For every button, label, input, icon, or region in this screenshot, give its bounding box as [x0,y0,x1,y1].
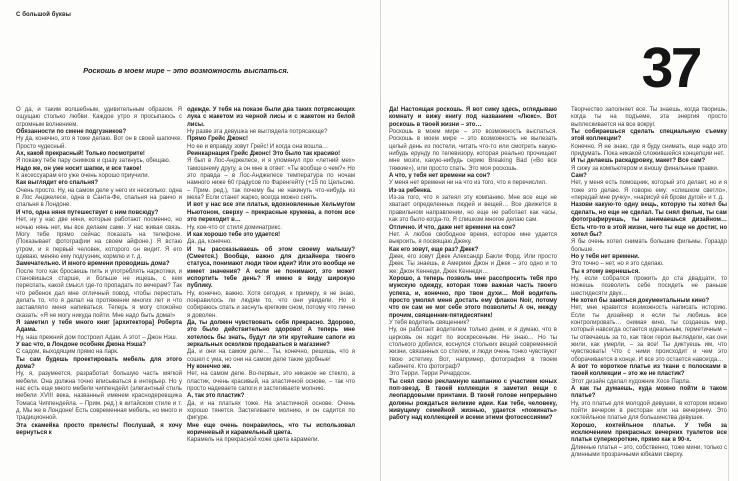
interviewee-answer: Нет, у меня есть помощник, который это делает, но и я тоже это делаю. Я говорю ему: «слишком светло», «передай мне ручку», «нарисуй ей брови дугой» и т. д. [571,180,727,202]
text-column-3 [389,107,557,423]
interviewer-question: Да! Настоящая роскошь. Я вот сижу здесь, оглядываю комнату и вижу книгу под названием «Люкс». Вот роскошь в твоей жизни – это… [389,107,557,128]
interviewee-answer: Ну, я, разумеется, разработал большую часть мягкой мебели. Она должна точно вписываться в интерьер. Но у нас есть еще много мебели чиппендейл (элегантный стиль мебели XVIII века, названный именем краснодеревщика Томаса Чиппендейла. – Прим. ред.) в китайском стиле и т. д. Мы же в Лондоне! Есть современная мебель, но много и традиционной. [16,371,182,422]
text-column-1 [16,107,182,437]
interviewee-answer: Ну да, конечно, это я тоже делаю. Вот он в своей шапочке. Просто чудесный. [16,136,182,150]
interviewer-question: Ты к этому вернешься. [571,268,640,275]
text-column-2 [187,107,355,445]
interviewee-answer: У меня нет времени ни на что из того, что я перечислил. [389,180,547,187]
interviewer-question: И ты рассказываешь об этом своему малышу? (Смеется.) Вообще, важно для дизайнера твоего статуса, понимают люди твои идеи? Или это вообще не имеет значения? А если не понимают, это может испортить тебе день? Я имею в виду широкую публику. [187,246,355,290]
interviewer-question: Как выглядит его спальня? [16,180,98,187]
interviewee-answer: У тебя водитель священник? [389,319,470,326]
interviewer-question: Ты собираешься сделать специальную съемку этой коллекции? [571,129,727,143]
interviewee-answer: О да, и таким волшебным, удивительным образом. Я ощущаю столько любви. Каждое утро я просыпаюсь с огромным волнением. [16,107,182,128]
interviewee-answer: Из-за того, что я затеял эту компанию. Мне все еще не хватает определенных людей и вещей… Все движется в правильном направлении, но еще не работает как часы, как это было когда-то. Я слишком многое делаю сам. [389,195,557,224]
interviewee-answer: Роскошь в моем мире – это возможность выспаться. Роскошь в моем мире – это возможность не вылезать целый день из постели, читать что-то или смотреть какую-нибудь ерунду по телевизору, которая реально прочищает мне мозги, какую-нибудь серию Breaking Bad («Во все тяжкие»), или просто спать. Это моя роскошь. [389,129,557,172]
interviewee-answer: Я покажу тебе пару снимков и сразу заткнусь, обещаю. [16,158,171,165]
interviewee-answer: Да, и на платьях тоже. На эластичной основе. Очень хорошо тянется. Застегиваете молнию, и он садится по фигуре. [187,400,355,422]
interviewer-question: Ты снял свою рекламную кампанию с участием юных поп-звезд. В твоей коллекции я заметил вещи с леопардовыми принтами. В твоей голове непрерывно должны рождаться великие идеи. Как тебе, человеку, живущему семейной жизнью, удается «пожинать» работу над коллекцией и всеми этими фотосессиями? [389,378,557,422]
interviewer-question: Да, ты должен чувствовать себя прекрасно. Здорово, это было действительно здорово! А теперь мне хотелось бы знать, будут ли эти крутейшие сапоги из зеркальных осколков продаваться в магазине? [187,319,355,348]
interviewee-answer: Я сижу за компьютером и вношу финальные правки. [571,165,719,172]
interviewer-question: Не хотел бы заняться документальным кино? [571,297,710,304]
interviewee-answer: Карамель на прекрасной коже цвета карамели. [187,437,320,444]
interviewer-question: Эта скамейка просто прелесть! Послушай, я хочу вернуться к [16,422,182,437]
section-rubric: С большой буквы [16,12,72,18]
interviewer-question: Ну конечно же. [187,364,232,371]
interviewer-question: Сам? [571,173,587,180]
interviewer-question: Реинкарнация Грейс Джонс! Это было так красиво! [187,151,341,158]
interviewer-question: Как его зовут, еще раз? Джек? [389,246,479,253]
interviewee-answer: Ну, он работает водителем только днем, и я думаю, что в церковь он ходит по воскресеньям. Не знаю… Но ты столького добился, коснулся стольких вещей современной жизни, связанных со стилем, и люди очень тонко чувствуют твою эстетику. Вот, например, фотография в твоем кабинете. Кто фотограф? [389,327,557,371]
interviewee-answer: С садом, выходящим прямо на парк. [16,349,119,356]
interviewer-question: А как ты думаешь, куда можно пойти в таком платье? [571,386,727,400]
interviewer-question: Но у тебя нет времени. [571,253,640,260]
interviewer-question: Надо же, он уже носит шапки, и все такое! [16,165,142,172]
interviewee-answer: Ну, это платье для молодой девушки, в котором можно пойти вечером в ресторан или на вечеринку. Это коктейльное платье для большинства девушек. [571,400,727,422]
interviewer-question: Мне еще очень понравилось, что ты использовал коричневый и карамельный цвета. [187,422,355,437]
interviewer-question: И ты делаешь раскадровку, макет? Все сам? [571,158,706,165]
interviewer-question: А что, у тебя нет времени на сон? [389,173,491,180]
interviewee-answer: Конечно. Я не знаю, где я буду снимать, еще надо это придумать. Пока никакой сложившейся концепции нет. [571,143,727,158]
interviewer-question: Хорошо, а теперь позволь мне расспросить тебя про мужскую одежду, которая тоже важная часть твоего успеха, и, конечно, про твои духи… Мой водитель просто умолял меня достать ему флакон Noir, потому что он сам не мог себе этого позволить! А он, между прочим, священник-пятидесятник! [389,275,557,319]
interviewer-question: Назови какую-то одну вещь, которую ты хотел бы сделать, но еще не сделал. Ты снял фильм, ты сам фотографируешь, ты занимаешься дизайном… Есть что-то в этой жизни, чего ты еще не достиг, но хотел бы? [571,202,727,238]
interviewee-answer: Очень просто. Ну, на самом деле у него их несколько: одна в Лос Анджелесе, одна в Санта-Фе, спальня на ранчо и спальня в Лондоне. [16,187,182,209]
text-column-4 [571,107,727,460]
interviewer-question: А, так это пластик? [187,393,245,400]
interviewee-answer: Да, и они на самом деле… Ты, конечно, решишь, что я сошел с ума, но они на самом деле такие удобные! [187,349,355,363]
interviewee-answer: Я был в Лос-Анджелесе, и я упомянул про «летний мех» тамошнему другу, а он мне в ответ: «Ты вообще о чем?» Но это правда – в Лос-Анджелесе температура по ночам намного ниже 60 градусов по Фаренгейту (+15 по Цельсию. – Прим. ред.), так почему бы не накинуть что-нибудь из меха? Если станет жарко, всегда можно снять. [187,158,355,202]
page-edge-divider [728,0,729,481]
interviewee-answer: Этот дизайн сделал художник Хосе Парла. [571,378,691,385]
interviewee-answer: Ну, кое-что от стиля доминатрикс. [187,224,283,231]
page-number: 37 [641,36,700,100]
interviewee-answer: Но ее и вправду зовут Грейс! И когда она вошла… [187,143,329,150]
interviewer-question: Из-за ребенка. [389,187,432,194]
interviewee-answer: Творчество заполняет все. Ты знаешь, когда творишь, когда ты на подъеме, эта энергия просто выплескивается на все вокруг. [571,107,727,128]
interviewee-answer: Это Терри. Терри Ричардсон. [389,371,472,378]
interviewee-answer: Нет. А любое свободное время, которое мне удается выкроить, я посвящаю Джеку. [389,231,557,246]
interviewee-answer: Я бы очень хотел снимать большие фильмы. Гораздо больше. [571,239,727,253]
interviewer-question: Обязанности по смене подгузников? [16,129,127,136]
interviewer-question: Хорошо, коктейльное платье. У тебя за исключением прекрасных вечерних туалетов все платья суперкороткие, прямо как в 90-х. [571,422,727,444]
interviewer-question: И вот у нас все эти платья, вдохновленные Хельмутом Ньютоном, сверху – прекрасные кружева, а потом все это переходит в… [187,202,355,224]
interviewee-answer: Ну, если собрался прожить до ста двадцати, то можешь позволить себе посидеть не раньше шестидесяти двух… [571,275,727,297]
interviewer-question: одежде. У тебя на показе были два таких потрясающих лука с жакетом из черной лисы и с жакетом из белой лисы. [187,107,355,128]
interviewee-answer: Джек, его зовут Джек Александр Бакли Форд. Или просто Джек. Ты знаешь, в Америке Джон и Джек – это одно и то же: Джон Кеннеди, Джек Кеннеди… [389,253,557,275]
interviewee-answer: После того как бросаешь пить и употреблять наркотики, и становишься старше, и больше не ищешь, с кем переспать, какой смысл где-то пропадать по вечерам? Так что ребенок дал мне отличный повод, чтобы перестать делать то, что я делал на протяжении многих лет и что заставляло меня напиваться. Теперь я могу спокойно сказать: «Я не могу никуда пойти. Мне надо быть дома!» [16,268,182,319]
interviewee-answer: Ну, наш прежний дом построил Адам. А этот – Джон Нэш. [16,334,178,341]
interviewee-answer: Ну разве эта девушка не выглядела потрясающе? [187,129,328,136]
pull-quote-headline: Роскошь в моем мире – это возможность выспаться. [83,66,289,75]
interviewer-question: Ах, какой прекрасный! Только посмотрите! [16,151,145,158]
interviewee-answer: Длинные платья – это, собственно, тоже мини, только с длинными прозрачными юбками сверху. [571,444,727,459]
interviewer-question: А вот то короткое платье из ткани с полосками в твоей коллекции – это же не пластик? [571,364,727,378]
interviewee-answer: Ну, конечно, важно. Хотя сегодня, к примеру, я не знаю, понравилось ли людям то, что они увидели. Но я собираюсь спать и заснуть крепким сном, потому что лично я доволен. [187,290,355,319]
interviewer-question: И как хорошо тебе это удается! [187,231,281,238]
interviewer-question: Замечательно. И много времени проводишь дома? [16,261,170,268]
interviewee-answer: Нет, ну у нас две няни, которые работают посменно, но ночью нянь нет, мы все делаем сами. У нас живая связь. Могу тебе прямо сейчас показать на телефоне. (Показывает фотографии на своем айфоне.) Я встаю утром, и я первый человек, которого он видит. Я его одеваю, меняю ему подгузник, кормлю и т. д. [16,217,182,260]
interviewee-answer: Да, да, конечно. [187,239,232,246]
interviewer-question: Ты сам будешь проектировать мебель для этого дома? [16,356,182,371]
interviewee-answer: Нет, мне нравится возможность написать историю. Если ты дизайнер и если ты любишь все контролировать… снимая кино, ты создаешь мир, который навсегда остается идеальным, герметичным – ты отвечаешь за то, как твои герои выглядели, как они жили, как умерли, – за все! Ты диктуешь им, что чувствовать! Что с ними происходит и чем это оборачивается в конце. И все это остается навсегда… [571,305,727,363]
interviewer-question: Я заметил у тебя много книг [архитектора] Роберта Адама. [16,319,182,334]
interviewer-question: Отлично. И что, даже нет времени на сон? [389,224,516,231]
interviewer-question: Прямо Грейс Джонс! [187,136,248,143]
interviewer-question: И что, одна няня путешествует с ним повсюду? [16,209,159,216]
page-gutter-divider [380,0,381,481]
interviewee-answer: Нет, на самом деле. Во-первых, это никакое не стекло, а пластик, очень красивый, на эластичной основе, – так что просто надеваете сапоги и застегиваете молнию. [187,371,355,393]
interviewee-answer: Это точно – нет, но я это сделаю. [571,261,664,268]
interviewee-answer: К аксессуарам его уже очень хорошо приучили. [16,173,150,180]
interviewer-question: У вас что, в Лондоне особняк Джона Нэша? [16,342,147,348]
